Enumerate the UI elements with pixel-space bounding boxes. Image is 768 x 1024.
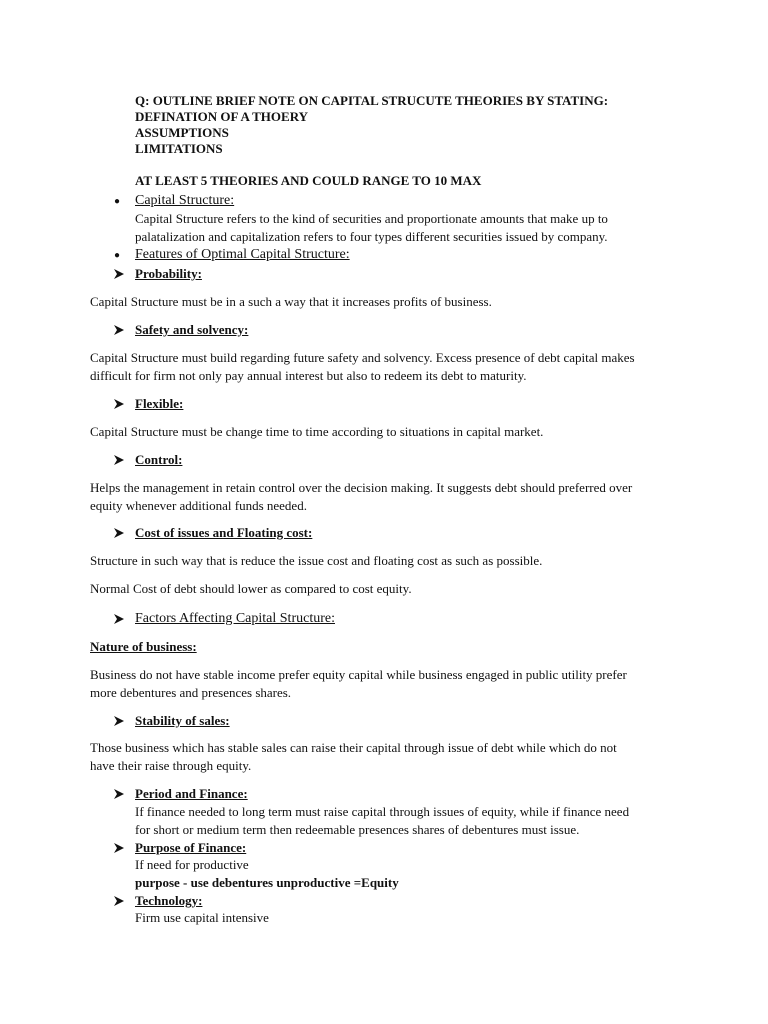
safety-line: difficult for firm not only pay annual interest but also to redeem its debt to maturity. xyxy=(90,368,527,383)
arrow-bullet-icon xyxy=(113,895,125,907)
arrow-bullet-icon xyxy=(113,527,125,539)
purpose-line: If need for productive xyxy=(135,857,249,872)
nature-line: more debentures and presences shares. xyxy=(90,685,292,700)
arrow-bullet-icon xyxy=(113,788,125,800)
capital-structure-line: Capital Structure refers to the kind of securities and proportionate amounts that make up to xyxy=(135,211,608,226)
question-title: Q: OUTLINE BRIEF NOTE ON CAPITAL STRUCUTE THEORIES BY STATING: xyxy=(135,93,609,108)
arrow-bullet-icon xyxy=(113,613,125,625)
safety-line: Capital Structure must build regarding future safety and solvency. Excess presence of debt capital makes xyxy=(90,350,635,365)
cost-text: Structure in such way that is reduce the issue cost and floating cost as such as possible. xyxy=(90,553,543,568)
flexible-text: Capital Structure must be change time to time according to situations in capital market. xyxy=(90,424,544,439)
question-item-assumptions: ASSUMPTIONS xyxy=(135,125,229,140)
period-line: for short or medium term then redeemable presences shares of debentures must issue. xyxy=(135,822,580,837)
control-line: Helps the management in retain control over the decision making. It suggests debt should preferred over xyxy=(90,480,633,495)
question-range-note: AT LEAST 5 THEORIES AND COULD RANGE TO 10 MAX xyxy=(135,173,482,188)
nature-line: Business do not have stable income prefer equity capital while business engaged in public utility prefer xyxy=(90,667,627,682)
question-item-limitations: LIMITATIONS xyxy=(135,141,223,156)
factors-heading: Factors Affecting Capital Structure: xyxy=(135,611,335,626)
nature-heading: Nature of business: xyxy=(90,639,197,654)
arrow-bullet-icon xyxy=(113,715,125,727)
purpose-heading: Purpose of Finance: xyxy=(135,840,247,855)
bullet-dot-icon: ● xyxy=(114,250,121,261)
control-line: equity whenever additional funds needed. xyxy=(90,498,307,513)
arrow-bullet-icon xyxy=(113,842,125,854)
flexible-heading: Flexible: xyxy=(135,396,184,411)
stability-line: Those business which has stable sales can raise their capital through issue of debt while which do not xyxy=(90,740,617,755)
control-heading: Control: xyxy=(135,452,183,467)
arrow-bullet-icon xyxy=(113,324,125,336)
capital-structure-line: palatalization and capitalization refers to four types different securities issued by company. xyxy=(135,229,608,244)
arrow-bullet-icon xyxy=(113,398,125,410)
probability-text: Capital Structure must be in a such a way that it increases profits of business. xyxy=(90,294,492,309)
purpose-line: purpose - use debentures unproductive =Equity xyxy=(135,875,399,890)
safety-heading: Safety and solvency: xyxy=(135,322,249,337)
bullet-dot-icon: ● xyxy=(114,196,121,207)
question-item-definition: DEFINATION OF A THOERY xyxy=(135,109,309,124)
technology-line: Firm use capital intensive xyxy=(135,910,269,925)
features-heading: Features of Optimal Capital Structure: xyxy=(135,247,350,262)
cost-heading: Cost of issues and Floating cost: xyxy=(135,525,313,540)
stability-line: have their raise through equity. xyxy=(90,758,252,773)
arrow-bullet-icon xyxy=(113,454,125,466)
arrow-bullet-icon xyxy=(113,268,125,280)
cost-text: Normal Cost of debt should lower as compared to cost equity. xyxy=(90,581,412,596)
probability-heading: Probability: xyxy=(135,266,202,281)
capital-structure-heading: Capital Structure: xyxy=(135,193,235,208)
period-heading: Period and Finance: xyxy=(135,786,248,801)
period-line: If finance needed to long term must raise capital through issues of equity, while if finance need xyxy=(135,804,630,819)
stability-heading: Stability of sales: xyxy=(135,713,230,728)
technology-heading: Technology: xyxy=(135,893,203,908)
